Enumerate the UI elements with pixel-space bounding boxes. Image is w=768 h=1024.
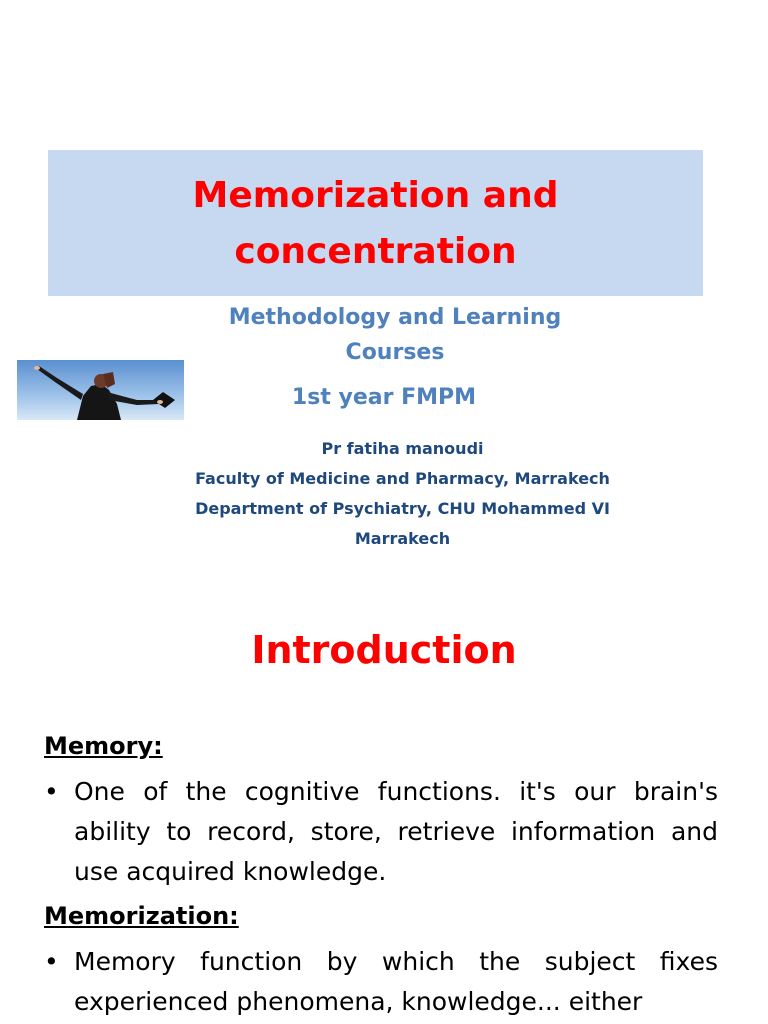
author-name: Pr fatiha manoudi: [321, 439, 484, 458]
title-line-1: Memorization and: [192, 175, 559, 216]
memory-bullet: [44, 772, 718, 892]
memorization-heading: Memorization:: [44, 902, 239, 930]
memorization-bullet-text: Memory function by which the subject fixes experienced phenomena, knowledge... either: [74, 947, 718, 1016]
author-department: Department of Psychiatry, CHU Mohammed VI: [195, 499, 610, 518]
graduate-photo: [17, 360, 184, 420]
title-line-2: concentration: [234, 231, 517, 272]
author-faculty: Faculty of Medicine and Pharmacy, Marrakech: [195, 469, 610, 488]
graduate-photo-illustration: [17, 360, 184, 420]
subtitle-line-1: Methodology and Learning: [228, 305, 562, 330]
bullet-marker: •: [44, 947, 59, 976]
author-info: [180, 434, 625, 554]
page-title: [193, 166, 559, 280]
course-year: 1st year FMPM: [291, 385, 477, 410]
memory-bullet-text: One of the cognitive functions. it's our brain's ability to record, store, retrieve information and use acquired knowledge.: [74, 777, 718, 886]
course-subtitle: [200, 300, 590, 370]
bullet-marker: •: [44, 777, 59, 806]
introduction-heading: Introduction: [251, 628, 517, 672]
title-banner: [48, 150, 703, 296]
memorization-bullet: [44, 942, 718, 1022]
memory-heading: Memory:: [44, 732, 163, 760]
author-city: Marrakech: [354, 529, 451, 548]
subtitle-line-2: Courses: [345, 340, 445, 365]
